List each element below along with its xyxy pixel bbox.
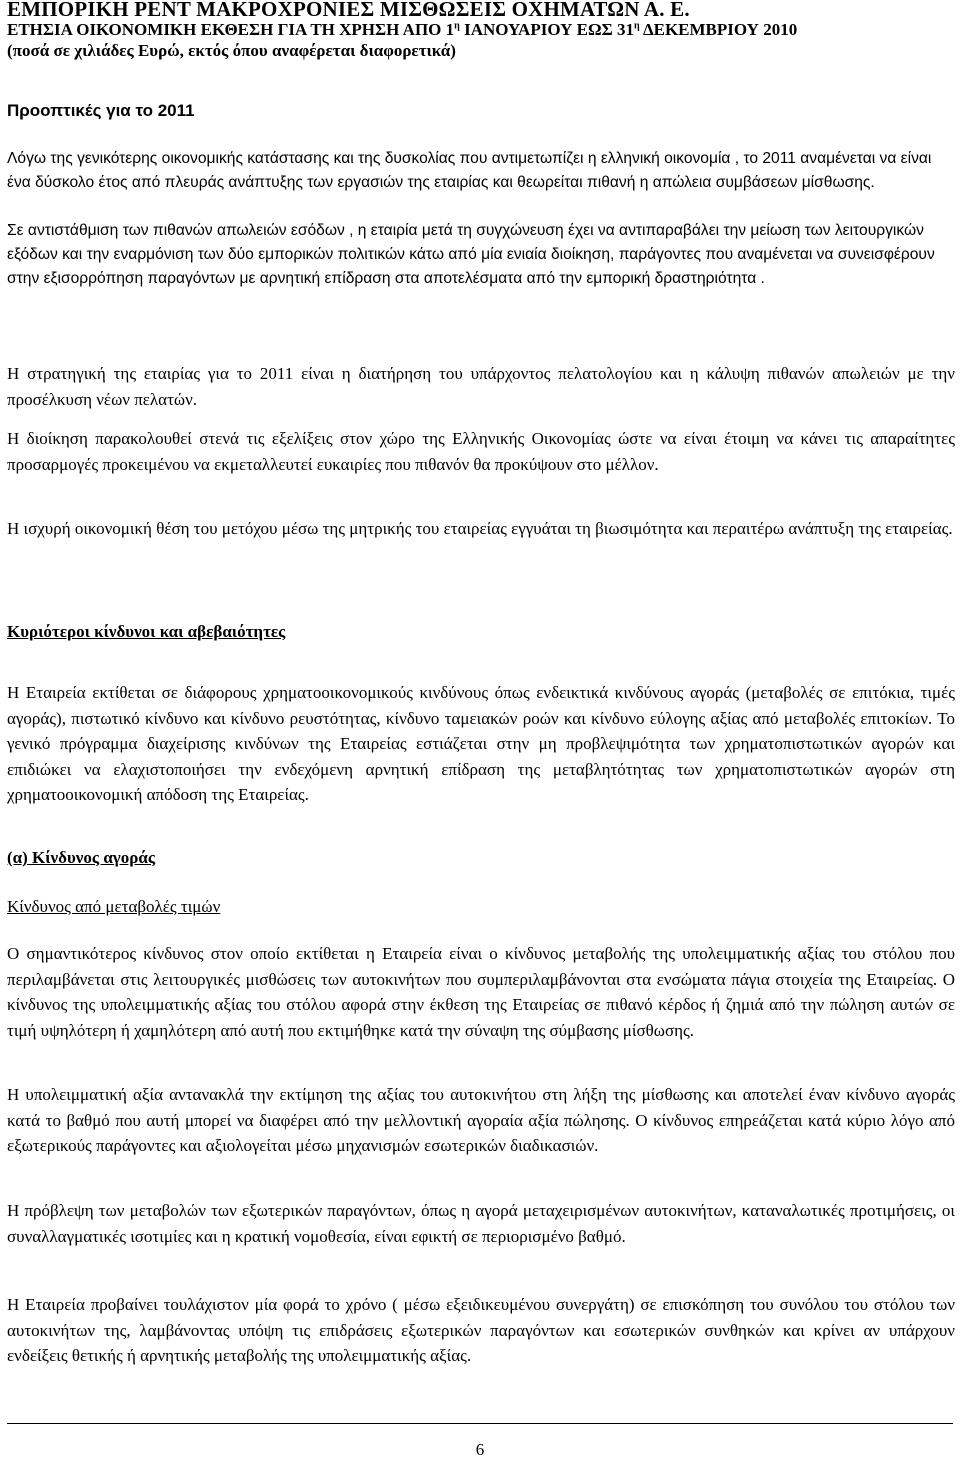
amounts-note-header: (ποσά σε χιλιάδες Ευρώ, εκτός όπου αναφέρεται διαφορετικά) [7, 41, 456, 60]
report-title-part: ΙΑΝΟΥΑΡΙΟΥ ΕΩΣ 31 [459, 20, 634, 39]
page-number: 6 [475, 1440, 485, 1459]
report-title-header [7, 20, 797, 40]
risks-intro-text: Η Εταιρεία εκτίθεται σε διάφορους χρηματοοικονομικούς κινδύνους όπως ενδεικτικά κινδύνους αγοράς (μεταβολές σε επιτόκια, τιμές αγοράς), πιστωτικό κίνδυνο και κίνδυνο ρευστότητας, κίνδυνο ταμειακών ροών και κίνδυνο εύλογης αξίας από μεταβολές επιτοκίων. Το γενικό πρόγραμμα διαχείρισης κινδύνων της Εταιρείας εστιάζεται στην μη προβλεψιμότητα των χρηματοπιστωτικών αγορών και επιδιώκει να ελαχιστοποιήσει την ενδεχόμενη αρνητική επίδραση της μεταβλητότητας των χρηματοπιστωτικών αγορών στη χρηματοοικονομική απόδοση της Εταιρείας. [7, 683, 955, 804]
outlook-paragraph-1 [7, 147, 952, 195]
price-risk-heading: Κίνδυνος από μεταβολές τιμών [7, 897, 221, 916]
company-name-header: ΕΜΠΟΡΙΚΗ ΡΕΝΤ ΜΑΚΡΟΧΡΟΝΙΕΣ ΜΙΣΘΩΣΕΙΣ ΟΧΗΜΑΤΩΝ Α. Ε. [7, 0, 690, 21]
price-risk-text: Η υπολειμματική αξία αντανακλά την εκτίμηση της αξίας του αυτοκινήτου στη λήξη της μίσθωσης και αποτελεί έναν κίνδυνο αγοράς κατά το βαθμό που αυτή μπορεί να διαφέρει από την μελλοντική αγοραία αξία πώλησης. Ο κίνδυνος επηρεάζεται κατά κύριο λόγο από εξωτερικούς παράγοντες και αξιολογείται μέσω μηχανισμών εσωτερικών διαδικασιών. [7, 1085, 955, 1155]
price-risk-text: Η Εταιρεία προβαίνει τουλάχιστον μία φορά το χρόνο ( μέσω εξειδικευμένου συνεργάτη) σε επισκόπηση του συνόλου του στόλου των αυτοκινήτων της, λαμβάνοντας υπόψη τις επιδράσεις εξωτερικών παραγόντων και εσωτερικών συνθηκών και κρίνει αν υπάρχουν ενδείξεις θετικής ή αρνητικής μεταβολής της υπολειμματικής αξίας. [7, 1295, 955, 1365]
outlook-paragraph-2 [7, 219, 952, 291]
footer-divider [7, 1423, 953, 1424]
outlook-paragraph-text: Λόγω της γενικότερης οικονομικής κατάστασης και της δυσκολίας που αντιμετωπίζει η ελληνική οικονομία , το 2011 αναμένεται να είναι ένα δύσκολο έτος από πλευράς ανάπτυξης των εργασιών της εταιρίας και θεωρείται πιθανή η απώλεια συμβάσεων μίσθωσης. [7, 150, 932, 191]
strategy-paragraph-text: Η ισχυρή οικονομική θέση του μετόχου μέσω της μητρικής του εταιρείας εγγυάται τη βιωσιμότητα και περαιτέρω ανάπτυξη της εταιρείας. [7, 519, 953, 538]
price-risk-paragraph-3 [7, 1198, 955, 1249]
price-risk-text: Η πρόβλεψη των μεταβολών των εξωτερικών παραγόντων, όπως η αγορά μεταχειρισμένων αυτοκινήτων, καταναλωτικές προτιμήσεις, οι συναλλαγματικές ισοτιμίες και η κρατική νομοθεσία, είναι εφικτή σε περιορισμένο βαθμό. [7, 1201, 955, 1246]
strategy-paragraph-text: Η διοίκηση παρακολουθεί στενά τις εξελίξεις στον χώρο της Ελληνικής Οικονομίας ώστε να είναι έτοιμη να κάνει τις απαραίτητες προσαρμογές προκειμένου να εκμεταλλευτεί ευκαιρίες που πιθανόν θα προκύψουν στο μέλλον. [7, 429, 955, 474]
strategy-paragraph-text: Η στρατηγική της εταιρίας για το 2011 είναι η διατήρηση του υπάρχοντος πελατολογίου και η κάλυψη πιθανών απωλειών με την προσέλκυση νέων πελατών. [7, 364, 955, 409]
risks-section-title: Κυριότεροι κίνδυνοι και αβεβαιότητες [7, 622, 286, 641]
outlook-paragraph-text: Σε αντιστάθμιση των πιθανών απωλειών εσόδων , η εταιρία μετά τη συγχώνευση έχει να αντιπαραβάλει την μείωση των λειτουργικών εξόδων και την εναρμόνιση των δύο εμπορικών πολιτικών κάτω από μία ενιαία διοίκηση, παράγοντες που αναμένεται να συνεισφέρουν στην εξισορρόπηση παραγόντων με αρνητική επίδραση στα αποτελέσματα από την εμπορική δραστηριότητα . [7, 222, 935, 287]
price-risk-paragraph-1 [7, 941, 955, 1043]
market-risk-heading: (α) Κίνδυνος αγοράς [7, 848, 156, 867]
price-risk-paragraph-4 [7, 1292, 955, 1369]
price-risk-paragraph-2 [7, 1082, 955, 1159]
report-title-part: ΕΤΗΣΙΑ ΟΙΚΟΝΟΜΙΚΗ ΕΚΘΕΣΗ ΓΙΑ ΤΗ ΧΡΗΣΗ ΑΠΟ 1 [7, 20, 455, 39]
report-title-superscript: η [633, 20, 640, 32]
price-risk-text: Ο σημαντικότερος κίνδυνος στον οποίο εκτίθεται η Εταιρεία είναι ο κίνδυνος μεταβολής της υπολειμματικής αξίας του στόλου που περιλαμβάνεται στις λειτουργικές μισθώσεις των αυτοκινήτων που συμπεριλαμβάνονται στα ενσώματα πάγια στοιχεία της Εταιρείας. Ο κίνδυνος της υπολειμματικής αξίας του στόλου αφορά στην έκθεση της Εταιρείας σε πιθανό κέρδος ή ζημιά από την πώληση αυτών σε τιμή υψηλότερη ή χαμηλότερη από αυτή που εκτιμήθηκε κατά την σύναψη της σύμβασης μίσθωσης. [7, 944, 955, 1040]
risks-intro-paragraph [7, 680, 955, 808]
strategy-paragraph-1 [7, 361, 955, 412]
strategy-paragraph-2 [7, 426, 955, 477]
strategy-paragraph-3 [7, 516, 955, 542]
report-title-superscript: η [454, 20, 460, 32]
outlook-section-title: Προοπτικές για το 2011 [7, 101, 195, 120]
report-title-part: ΔΕΚΕΜΒΡΙΟΥ 2010 [639, 20, 798, 39]
